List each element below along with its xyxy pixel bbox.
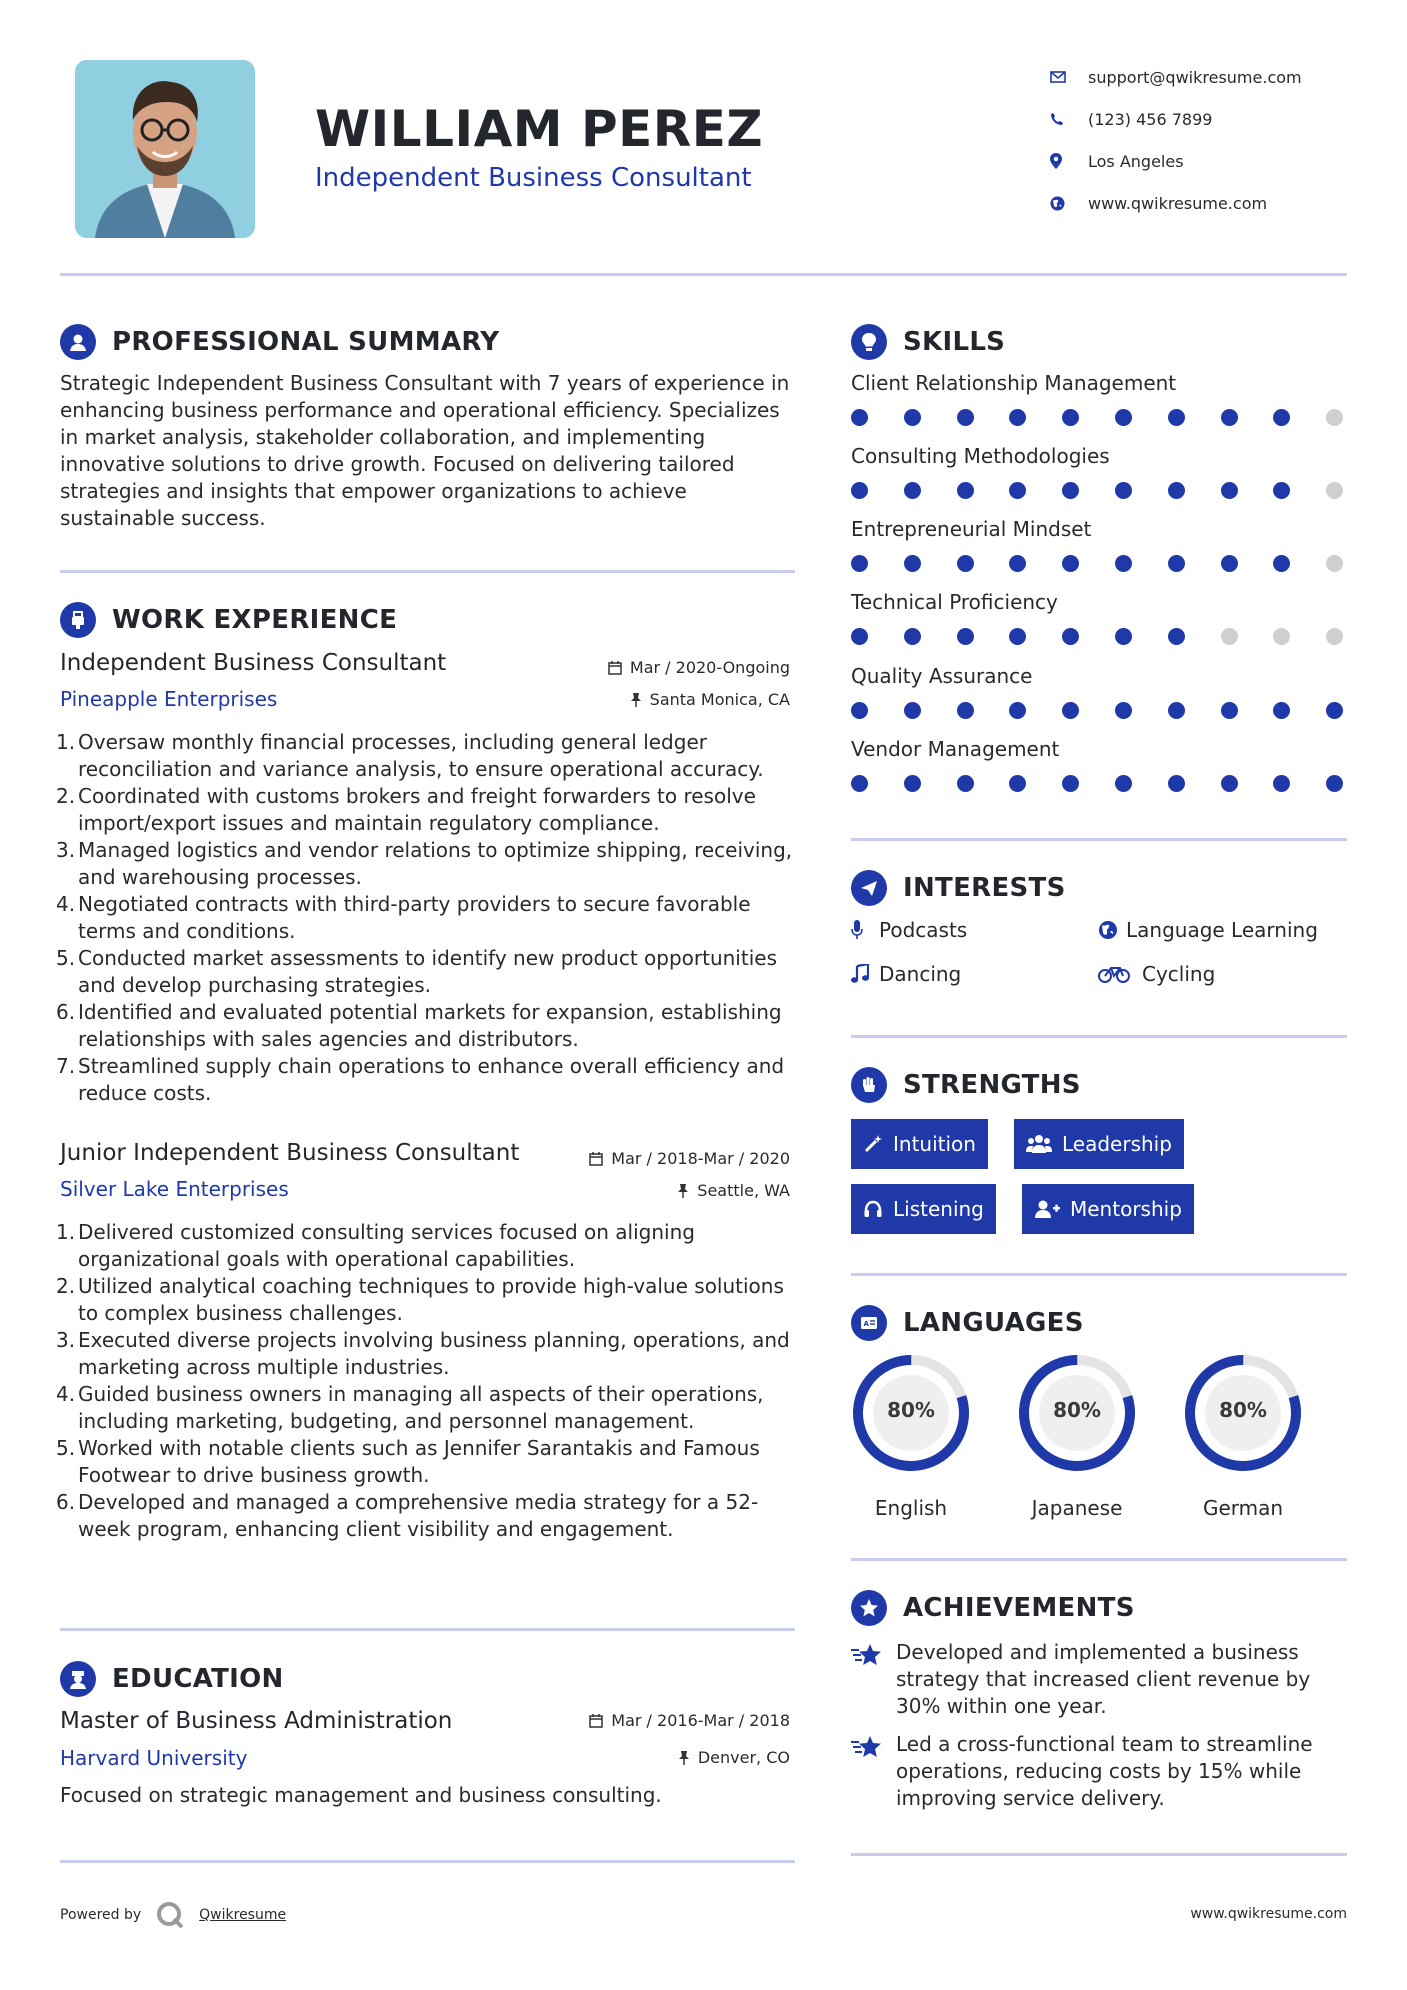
section-summary-title bbox=[60, 324, 499, 360]
interest-podcasts bbox=[851, 918, 967, 942]
skill-dot-filled bbox=[957, 775, 974, 792]
skill-dot-filled bbox=[1062, 702, 1079, 719]
education-location-text: Denver, CO bbox=[697, 1748, 790, 1767]
skill-dot-filled bbox=[1221, 409, 1238, 426]
education-dates bbox=[589, 1711, 790, 1730]
job-location-text: Santa Monica, CA bbox=[649, 690, 790, 709]
skill-name: Consulting Methodologies bbox=[851, 444, 1110, 468]
skill-dot-filled bbox=[1115, 702, 1132, 719]
lightbulb-icon bbox=[851, 324, 887, 360]
skill-dot-filled bbox=[957, 702, 974, 719]
achievement-text: Led a cross-functional team to streamline operations, reducing costs by 15% while improving service delivery. bbox=[896, 1732, 1313, 1810]
skill-dot-filled bbox=[1273, 702, 1290, 719]
skill-dot-filled bbox=[1326, 775, 1343, 792]
skill-dot-filled bbox=[1168, 409, 1185, 426]
strength-tag bbox=[1022, 1184, 1194, 1234]
summary-divider bbox=[60, 570, 795, 573]
list-item: 6. Identified and evaluated potential markets for expansion, establishing relationships with sales agencies and distributors. bbox=[56, 1000, 782, 1051]
contact-location-text: Los Angeles bbox=[1088, 151, 1184, 171]
list-item: 4. Guided business owners in managing all aspects of their operations, including marketing, budgeting, and personnel management. bbox=[56, 1382, 764, 1433]
candidate-name: WILLIAM PEREZ bbox=[315, 100, 764, 158]
section-skills-label: SKILLS bbox=[903, 327, 1006, 357]
list-item: 4. Negotiated contracts with third-party providers to secure favorable terms and conditions. bbox=[56, 892, 751, 943]
skill-dot-filled bbox=[1273, 482, 1290, 499]
skill-dot-filled bbox=[904, 628, 921, 645]
section-interests-label: INTERESTS bbox=[903, 873, 1066, 903]
contact-website[interactable] bbox=[1050, 182, 1370, 224]
interest-dancing bbox=[851, 962, 961, 986]
section-summary-label: PROFESSIONAL SUMMARY bbox=[112, 327, 500, 357]
skill-dot-filled bbox=[1168, 482, 1185, 499]
skill-name: Quality Assurance bbox=[851, 664, 1033, 688]
education-location bbox=[678, 1748, 790, 1767]
qwikresume-logo-icon bbox=[155, 1900, 185, 1930]
job-dates-text: Mar / 2020-Ongoing bbox=[629, 658, 790, 677]
calendar-icon bbox=[608, 661, 622, 675]
job-bullets bbox=[56, 729, 800, 1107]
skill-dot-filled bbox=[1062, 775, 1079, 792]
company-name: Silver Lake Enterprises bbox=[60, 1177, 289, 1201]
skill-rating bbox=[851, 553, 1351, 573]
profile-photo bbox=[75, 60, 255, 238]
powered-by-label: Powered by bbox=[60, 1907, 142, 1923]
skill-dot-filled bbox=[957, 555, 974, 572]
skill-dot-filled bbox=[904, 555, 921, 572]
section-achievements-label: ACHIEVEMENTS bbox=[903, 1593, 1135, 1623]
skill-dot-filled bbox=[1168, 702, 1185, 719]
pushpin-icon bbox=[678, 1751, 690, 1765]
school-name: Harvard University bbox=[60, 1746, 248, 1770]
skill-dot-filled bbox=[957, 482, 974, 499]
section-strengths-label: STRENGTHS bbox=[903, 1070, 1081, 1100]
skill-dot-filled bbox=[1221, 482, 1238, 499]
skill-dot-filled bbox=[904, 702, 921, 719]
briefcase-icon bbox=[60, 602, 96, 638]
skill-dot-filled bbox=[1062, 555, 1079, 572]
education-description: Focused on strategic management and business consulting. bbox=[60, 1783, 662, 1807]
skill-name: Technical Proficiency bbox=[851, 590, 1058, 614]
interest-cycling bbox=[1098, 962, 1215, 986]
language-card-icon bbox=[851, 1305, 887, 1341]
language-percent: 80% bbox=[887, 1398, 935, 1422]
skill-dot-filled bbox=[1273, 409, 1290, 426]
skills-divider bbox=[851, 838, 1347, 841]
skill-dot-filled bbox=[851, 482, 868, 499]
list-item: 7. Streamlined supply chain operations to enhance overall efficiency and reduce costs. bbox=[56, 1054, 785, 1105]
skill-dot-empty bbox=[1326, 482, 1343, 499]
magic-wand-icon bbox=[863, 1134, 883, 1154]
education-divider bbox=[60, 1860, 795, 1863]
calendar-icon bbox=[589, 1152, 603, 1166]
skill-rating bbox=[851, 480, 1351, 500]
list-item: 3. Managed logistics and vendor relations to optimize shipping, receiving, and warehousing processes. bbox=[56, 838, 793, 889]
skill-dot-filled bbox=[1009, 482, 1026, 499]
list-item: 3. Executed diverse projects involving business planning, operations, and marketing across multiple industries. bbox=[56, 1328, 790, 1379]
globe-icon bbox=[1098, 920, 1126, 940]
skill-dot-filled bbox=[1326, 702, 1343, 719]
strength-tag bbox=[1014, 1119, 1184, 1169]
skill-dot-filled bbox=[851, 628, 868, 645]
language-item bbox=[850, 1352, 972, 1520]
interest-label: Language Learning bbox=[1126, 918, 1318, 942]
user-plus-icon bbox=[1034, 1199, 1060, 1219]
map-pin-icon bbox=[1050, 153, 1088, 169]
company-name: Pineapple Enterprises bbox=[60, 687, 278, 711]
skill-dot-filled bbox=[1115, 555, 1132, 572]
graduate-icon bbox=[60, 1661, 96, 1697]
skill-dot-filled bbox=[904, 409, 921, 426]
paper-plane-icon bbox=[851, 870, 887, 906]
contact-phone-text: (123) 456 7899 bbox=[1088, 109, 1213, 129]
skill-dot-filled bbox=[1168, 775, 1185, 792]
user-circle-icon bbox=[60, 324, 96, 360]
list-item: 5. Conducted market assessments to identify new product opportunities and develop purchasing strategies. bbox=[56, 946, 777, 997]
achievements-divider bbox=[851, 1853, 1347, 1856]
skill-dot-filled bbox=[1062, 409, 1079, 426]
footer-powered-by bbox=[60, 1900, 286, 1930]
contact-website-text: www.qwikresume.com bbox=[1088, 193, 1268, 213]
skill-dot-filled bbox=[851, 702, 868, 719]
header-divider bbox=[60, 273, 1347, 276]
strength-tag bbox=[851, 1119, 988, 1169]
skill-dot-filled bbox=[904, 482, 921, 499]
skill-rating bbox=[851, 407, 1351, 427]
interest-label: Cycling bbox=[1142, 962, 1216, 986]
skill-rating bbox=[851, 626, 1351, 646]
skill-dot-empty bbox=[1326, 555, 1343, 572]
section-skills-title bbox=[851, 324, 1005, 360]
skill-dot-filled bbox=[904, 775, 921, 792]
job-dates bbox=[589, 1149, 790, 1168]
strength-label: Listening bbox=[893, 1197, 984, 1221]
education-dates-text: Mar / 2016-Mar / 2018 bbox=[611, 1711, 790, 1730]
svg-text:A: A bbox=[863, 1320, 870, 1328]
contact-phone[interactable] bbox=[1050, 98, 1370, 140]
strength-tag bbox=[851, 1184, 996, 1234]
pushpin-icon bbox=[630, 693, 642, 707]
skill-dot-filled bbox=[1009, 555, 1026, 572]
star-badge-icon bbox=[851, 1590, 887, 1626]
languages-divider bbox=[851, 1558, 1347, 1561]
contact-email-text: support@qwikresume.com bbox=[1088, 67, 1302, 87]
list-item: 1. Oversaw monthly financial processes, including general ledger reconciliation and variance analysis, to ensure operational accuracy. bbox=[56, 730, 764, 781]
strength-label: Leadership bbox=[1062, 1132, 1172, 1156]
contact-list bbox=[1050, 56, 1370, 224]
skill-dot-filled bbox=[1009, 775, 1026, 792]
skill-dot-filled bbox=[1221, 775, 1238, 792]
strengths-divider bbox=[851, 1273, 1347, 1276]
envelope-icon bbox=[1050, 71, 1088, 83]
section-languages-title bbox=[851, 1305, 1084, 1341]
phone-icon bbox=[1050, 112, 1088, 126]
skill-name: Vendor Management bbox=[851, 737, 1060, 761]
strength-label: Intuition bbox=[893, 1132, 976, 1156]
star-icon bbox=[851, 1642, 885, 1675]
skill-dot-filled bbox=[851, 409, 868, 426]
list-item: 1. Delivered customized consulting services focused on aligning organizational goals with operational capabilities. bbox=[56, 1220, 695, 1271]
language-percent: 80% bbox=[1219, 1398, 1267, 1422]
skill-dot-filled bbox=[1009, 628, 1026, 645]
achievement-text: Developed and implemented a business strategy that increased client revenue by 30% within one year. bbox=[896, 1640, 1311, 1718]
skill-dot-filled bbox=[1062, 628, 1079, 645]
skill-dot-filled bbox=[1009, 702, 1026, 719]
skill-rating bbox=[851, 773, 1351, 793]
skill-rating bbox=[851, 700, 1351, 720]
job-location bbox=[677, 1181, 790, 1200]
pushpin-icon bbox=[677, 1184, 689, 1198]
footer-url[interactable]: www.qwikresume.com bbox=[1190, 1906, 1347, 1922]
skill-dot-filled bbox=[1221, 702, 1238, 719]
achievement-item bbox=[851, 1731, 1351, 1812]
experience-divider bbox=[60, 1628, 795, 1631]
bicycle-icon bbox=[1098, 965, 1142, 983]
skill-dot-filled bbox=[1168, 555, 1185, 572]
degree-title: Master of Business Administration bbox=[60, 1708, 453, 1734]
language-name: German bbox=[1202, 1496, 1284, 1520]
contact-email[interactable] bbox=[1050, 56, 1370, 98]
skill-name: Entrepreneurial Mindset bbox=[851, 517, 1092, 541]
headphones-icon bbox=[863, 1199, 883, 1219]
interest-label: Podcasts bbox=[879, 918, 968, 942]
list-item: 6. Developed and managed a comprehensive media strategy for a 52-week program, enhancing client visibility and engagement. bbox=[56, 1490, 759, 1541]
section-languages-label: LANGUAGES bbox=[903, 1308, 1084, 1338]
microphone-icon bbox=[851, 920, 879, 940]
skill-dot-empty bbox=[1221, 628, 1238, 645]
job-bullets bbox=[56, 1219, 800, 1543]
section-achievements-title bbox=[851, 1590, 1135, 1626]
section-strengths-title bbox=[851, 1067, 1081, 1103]
skill-dot-empty bbox=[1273, 628, 1290, 645]
section-education-label: EDUCATION bbox=[112, 1664, 284, 1694]
fist-icon bbox=[851, 1067, 887, 1103]
achievement-item bbox=[851, 1639, 1351, 1720]
skill-dot-filled bbox=[1062, 482, 1079, 499]
job-title: Junior Independent Business Consultant bbox=[60, 1140, 520, 1166]
skill-dot-filled bbox=[1168, 628, 1185, 645]
skill-dot-filled bbox=[1273, 555, 1290, 572]
language-percent: 80% bbox=[1053, 1398, 1101, 1422]
job-location bbox=[630, 690, 790, 709]
strength-label: Mentorship bbox=[1070, 1197, 1182, 1221]
job-title: Independent Business Consultant bbox=[60, 650, 447, 676]
job-location-text: Seattle, WA bbox=[697, 1181, 790, 1200]
skill-dot-empty bbox=[1326, 628, 1343, 645]
language-name: Japanese bbox=[1031, 1496, 1123, 1520]
contact-location bbox=[1050, 140, 1370, 182]
list-item: 2. Coordinated with customs brokers and freight forwarders to resolve import/export issues and maintain regulatory compliance. bbox=[56, 784, 756, 835]
skill-dot-filled bbox=[1115, 775, 1132, 792]
skill-dot-empty bbox=[1326, 409, 1343, 426]
calendar-icon bbox=[589, 1714, 603, 1728]
language-name: English bbox=[874, 1496, 948, 1520]
skill-dot-filled bbox=[957, 628, 974, 645]
globe-icon bbox=[1050, 196, 1088, 211]
skill-dot-filled bbox=[851, 775, 868, 792]
section-interests-title bbox=[851, 870, 1066, 906]
music-note-icon bbox=[851, 964, 879, 984]
skill-dot-filled bbox=[1221, 555, 1238, 572]
language-item bbox=[1182, 1352, 1304, 1520]
skill-dot-filled bbox=[957, 409, 974, 426]
skill-dot-filled bbox=[1009, 409, 1026, 426]
skill-dot-filled bbox=[1115, 482, 1132, 499]
interest-label: Dancing bbox=[879, 962, 962, 986]
job-dates bbox=[608, 658, 790, 677]
section-education-title bbox=[60, 1661, 284, 1697]
skill-dot-filled bbox=[1273, 775, 1290, 792]
list-item: 2. Utilized analytical coaching techniques to provide high-value solutions to complex business challenges. bbox=[56, 1274, 784, 1325]
section-experience-title bbox=[60, 602, 397, 638]
skill-dot-filled bbox=[1115, 409, 1132, 426]
candidate-role: Independent Business Consultant bbox=[315, 163, 752, 193]
section-experience-label: WORK EXPERIENCE bbox=[112, 605, 398, 635]
summary-text: Strategic Independent Business Consultant with 7 years of experience in enhancing business performance and operational efficiency. Specializes in market analysis, stakeholder collaboration, and implementing innovative solutions to drive growth. Focused on delivering tailored strategies and insights that empower organizations to achieve sustainable success. bbox=[60, 371, 790, 530]
skill-name: Client Relationship Management bbox=[851, 371, 1177, 395]
users-icon bbox=[1026, 1134, 1052, 1154]
interests-divider bbox=[851, 1035, 1347, 1038]
star-icon bbox=[851, 1734, 885, 1767]
job-dates-text: Mar / 2018-Mar / 2020 bbox=[611, 1149, 790, 1168]
list-item: 5. Worked with notable clients such as Jennifer Sarantakis and Famous Footwear to drive business growth. bbox=[56, 1436, 760, 1487]
skill-dot-filled bbox=[1115, 628, 1132, 645]
language-item bbox=[1016, 1352, 1138, 1520]
qwikresume-link[interactable]: Qwikresume bbox=[199, 1907, 287, 1923]
skill-dot-filled bbox=[851, 555, 868, 572]
interest-language-learning bbox=[1098, 918, 1318, 942]
